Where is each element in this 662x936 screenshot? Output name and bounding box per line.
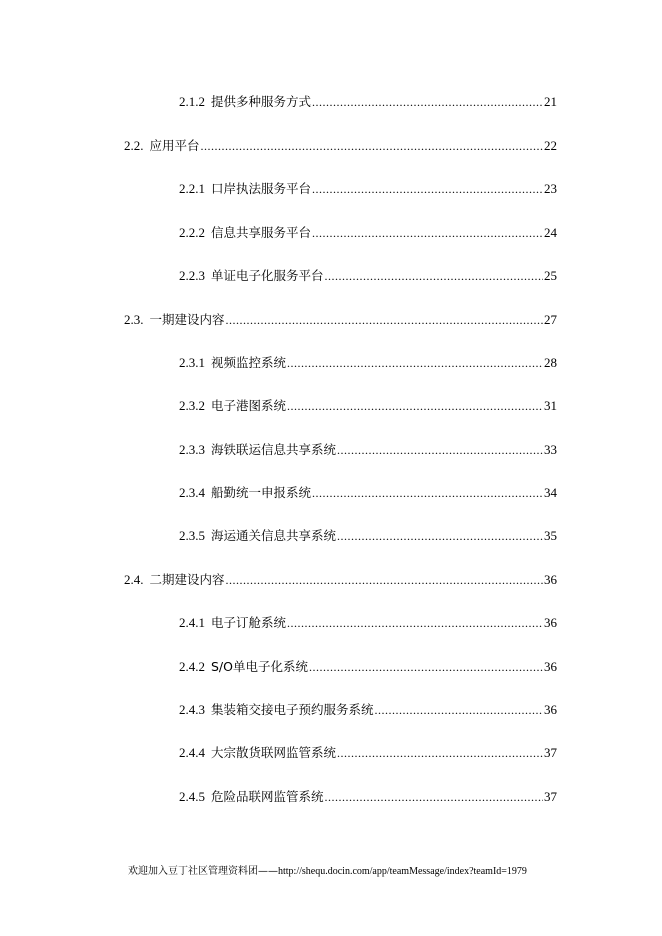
toc-entry-2-3[interactable] [124,312,557,328]
toc-entry-2-4[interactable] [124,572,557,588]
toc-entry-number: 2.4.3 [179,702,205,717]
toc-entry-title: 应用平台 [149,138,200,153]
dot-leader [287,398,543,414]
toc-entry-title: 大宗散货联网监管系统 [211,745,337,760]
dot-leader [287,615,543,631]
toc-entry-page: 36 [544,615,557,630]
toc-entry-number: 2.3.3 [179,442,205,457]
toc-entry-2-2[interactable] [124,138,557,154]
toc-entry-2-3-2[interactable] [179,398,557,414]
toc-entry-number: 2.1.2 [179,94,205,109]
toc-entry-page: 25 [544,268,557,283]
toc-entry-number: 2.3.5 [179,528,205,543]
toc-entry-page: 28 [544,355,557,370]
toc-entry-number: 2.3.2 [179,398,205,413]
toc-entry-title: 一期建设内容 [149,312,225,327]
dot-leader [337,528,543,544]
dot-leader [337,745,543,761]
toc-entry-number: 2.2. [124,138,144,153]
dot-leader [325,268,543,284]
toc-entry-page: 36 [544,572,557,587]
toc-entry-page: 21 [544,94,557,109]
toc-entry-2-2-2[interactable] [179,225,557,241]
toc-entry-number: 2.4.4 [179,745,205,760]
toc-entry-2-3-3[interactable] [179,442,557,458]
toc-entry-title: 单证电子化服务平台 [211,268,324,283]
toc-entry-2-1-2[interactable] [179,94,557,110]
dot-leader [312,94,543,110]
dot-leader [312,181,543,197]
toc-entry-title: 口岸执法服务平台 [211,181,312,196]
toc-entry-2-3-5[interactable] [179,528,557,544]
toc-entry-page: 37 [544,745,557,760]
toc-entry-page: 27 [544,312,557,327]
footer-link[interactable]: http://shequ.docin.com/app/teamMessage/index?teamId=1979 [278,866,527,877]
toc-entry-number: 2.4.1 [179,615,205,630]
toc-entry-number: 2.4.2 [179,659,205,674]
dot-leader [226,312,543,328]
toc-entry-title: 海铁联运信息共享系统 [211,442,337,457]
toc-entry-2-4-2[interactable] [179,659,557,675]
toc-entry-2-2-3[interactable] [179,268,557,284]
toc-entry-title: 电子订舱系统 [211,615,287,630]
dot-leader [287,355,543,371]
toc-entry-page: 22 [544,138,557,153]
toc-entry-2-3-1[interactable] [179,355,557,371]
toc-entry-title: 海运通关信息共享系统 [211,528,337,543]
dot-leader [312,225,543,241]
toc-entry-number: 2.2.1 [179,181,205,196]
dot-leader [309,659,543,675]
dot-leader [325,789,543,805]
toc-entry-title: 电子港图系统 [211,398,287,413]
toc-entry-page: 24 [544,225,557,240]
dot-leader [201,138,543,154]
dot-leader [337,442,543,458]
toc-entry-page: 34 [544,485,557,500]
dot-leader [312,485,543,501]
toc-entry-title: S/O单电子化系统 [211,659,308,674]
page-footer [128,862,527,877]
dot-leader [226,572,543,588]
toc-entry-page: 23 [544,181,557,196]
toc-entry-page: 33 [544,442,557,457]
toc-entry-2-4-3[interactable] [179,702,557,718]
toc-entry-title: 提供多种服务方式 [211,94,312,109]
toc-entry-title: 船勤统一申报系统 [211,485,312,500]
toc-entry-title: 视频监控系统 [211,355,287,370]
toc-entry-title: 二期建设内容 [149,572,225,587]
toc-entry-page: 36 [544,659,557,674]
toc-entry-number: 2.4. [124,572,144,587]
toc-entry-page: 36 [544,702,557,717]
toc-entry-page: 37 [544,789,557,804]
toc-entry-number: 2.3.4 [179,485,205,500]
dot-leader [375,702,543,718]
toc-entry-page: 35 [544,528,557,543]
toc-entry-2-2-1[interactable] [179,181,557,197]
toc-entry-number: 2.2.2 [179,225,205,240]
toc-entry-number: 2.3.1 [179,355,205,370]
toc-entry-title: 信息共享服务平台 [211,225,312,240]
toc-entry-number: 2.3. [124,312,144,327]
toc-entry-page: 31 [544,398,557,413]
toc-entry-title: 危险品联网监管系统 [211,789,324,804]
toc-entry-2-4-1[interactable] [179,615,557,631]
toc-entry-number: 2.4.5 [179,789,205,804]
toc-entry-2-4-4[interactable] [179,745,557,761]
toc-entry-2-4-5[interactable] [179,789,557,805]
toc-entry-number: 2.2.3 [179,268,205,283]
toc-entry-title: 集装箱交接电子预约服务系统 [211,702,374,717]
footer-text: 欢迎加入豆丁社区管理资料团—— [128,866,278,877]
toc-entry-2-3-4[interactable] [179,485,557,501]
